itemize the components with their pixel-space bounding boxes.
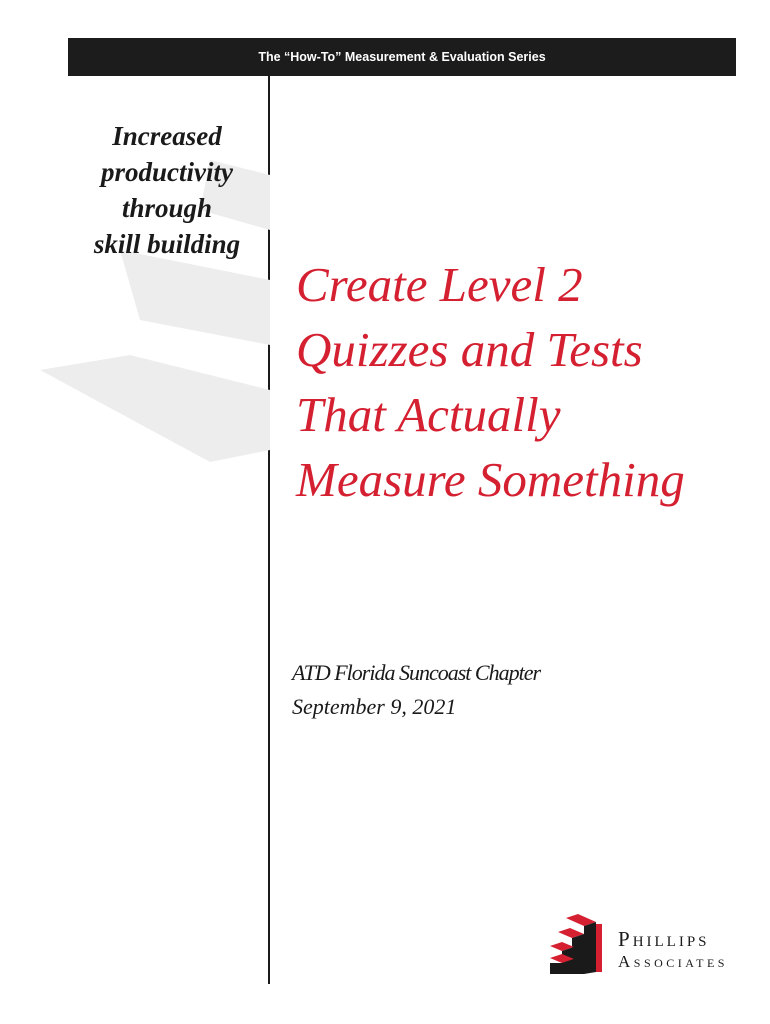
- tagline-line: Increased: [112, 121, 222, 151]
- tagline-line: productivity: [101, 157, 233, 187]
- tagline-line: skill building: [93, 229, 241, 259]
- event-date: September 9, 2021: [292, 694, 457, 719]
- tagline: [60, 118, 274, 262]
- document-title: [296, 252, 756, 512]
- logo-line2: ASSOCIATES: [618, 952, 728, 971]
- title-line: Create Level 2: [296, 257, 583, 312]
- series-header-bar: [68, 38, 736, 76]
- chapter-name: ATD Florida Suncoast Chapter: [292, 660, 541, 685]
- logo-wordmark: [618, 928, 728, 972]
- tagline-line: through: [121, 193, 213, 223]
- stairs-logo-icon: [548, 914, 610, 974]
- title-line: Measure Something: [296, 452, 685, 507]
- event-info: [292, 656, 742, 724]
- series-title: The “How-To” Measurement & Evaluation Series: [258, 50, 546, 64]
- phillips-associates-logo: [548, 914, 738, 974]
- logo-line1: PHILLIPS: [618, 927, 710, 951]
- title-line: Quizzes and Tests: [296, 322, 643, 377]
- title-line: That Actually: [296, 387, 561, 442]
